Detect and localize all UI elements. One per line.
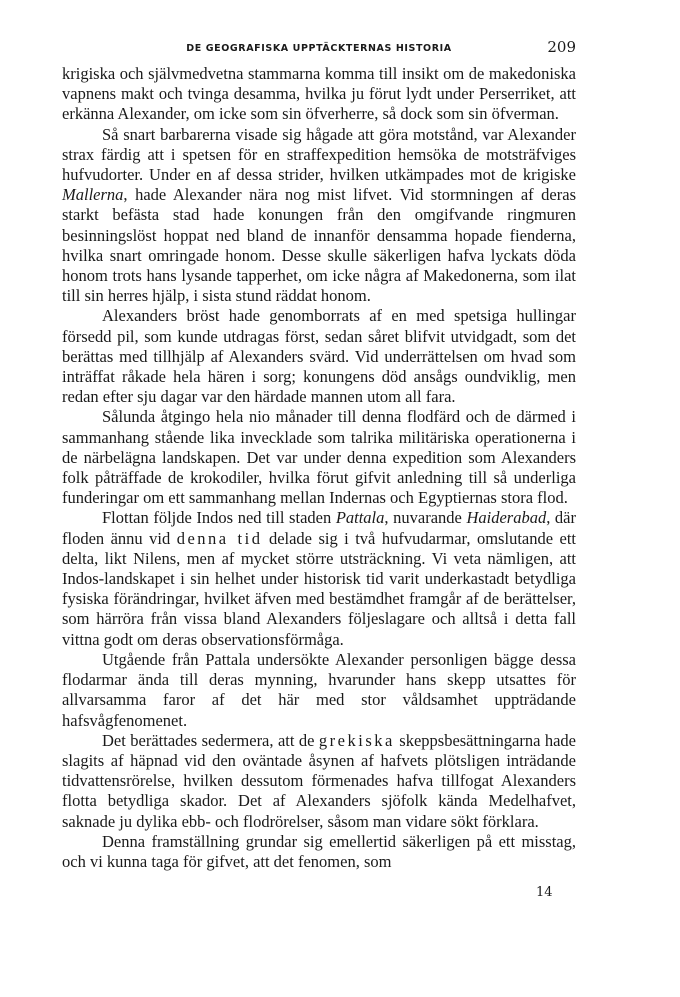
paragraph-final: Denna framställning grundar sig emellertid säkerligen på ett misstag, och vi kunna taga för gifvet, att det fenomen, som xyxy=(62,831,576,871)
paragraph-text: Det berättades sedermera, att de xyxy=(102,730,319,750)
spaced-denna-tid: denna tid xyxy=(176,528,263,548)
page-number: 209 xyxy=(547,38,576,56)
paragraph-wound: Alexanders bröst hade genomborrats af en med spetsiga hullingar försedd pil, som kunde utdragas först, sedan såret blifvit utvidgadt, som det berättas med tillhjälp af Alexanders svärd. Vid underrättelsen om hvad som inträffat råkade hela hären i sorg; konungens död ansågs oundviklig, men redan efter sju dagar var den härdade mannen utom all fara. xyxy=(62,306,576,407)
emphasis-haiderabad: Haiderabad xyxy=(466,508,547,528)
signature-mark: 14 xyxy=(536,885,553,900)
paragraph-river-voyage: Sålunda åtgingo hela nio månader till denna flodfärd och de därmed i sammanhang stående lika invecklade som talrika militäriska operationerna i de närbelägna landskapen. Det var under denna expedition som Alexanders folk påträffade de krokodiler, hvilka förut gifvit anledning till så underliga funderingar om ett sammanhang mellan Indernas och Egyptiernas stora flod. xyxy=(62,407,576,508)
paragraph-text: , där floden ännu vid xyxy=(62,508,576,548)
running-head xyxy=(62,38,576,64)
paragraph-text: Så snart barbarerna visade sig hågade att göra motstånd, var Alexander strax färdig att i spetsen för en straffexpedition hemsöka de motsträfviges hufvudorter. Under en af dessa strider, hvilken utkämpades mot de krigiske xyxy=(62,124,576,185)
paragraph-text: , nuvarande xyxy=(384,508,467,528)
paragraph-text: delade sig i två hufvudarmar, omslutande ett delta, likt Nilens, men af mycket större utsträckning. Vi veta nämligen, att Indos-landskapet i sin helhet under historisk tid varit underkastadt betydliga fysiska förändringar, hvilket äfven med bestämdhet framgår af de berättelser, som härröra från vissa bland Alexanders följeslagare och alltså i detta fall vittna godt om deras observationsförmåga. xyxy=(62,528,577,649)
body-text xyxy=(62,64,576,872)
paragraph-pattala xyxy=(62,508,576,649)
paragraph-text: skeppsbesättningarna hade slagits af häpnad vid den oväntade åsynen af hafvets plötsligen inträdande tidvattensrörelse, hvilken dessutom förmenades hafva tillfogat Alexanders flotta betydliga skador. Det af Alexanders sjöfolk kända Medelhafvet, saknade ju dylika ebb- och flodrörelser, såsom man vidare sökt förklara. xyxy=(62,730,576,831)
paragraph-tides xyxy=(62,731,576,832)
running-title: DE GEOGRAFISKA UPPTÄCKTERNAS HISTORIA xyxy=(186,43,452,54)
page xyxy=(62,38,576,872)
paragraph-text: Flottan följde Indos ned till staden xyxy=(102,508,336,528)
paragraph-text: , hade Alexander nära nog mist lifvet. Vid stormningen af deras starkt befästa stad hade konungen från den omgifvande ringmuren besinningslöst hoppat ned bland de innanför densamma hopade fienderna, hvilka snart omringade honom. Desse skulle säkerligen hafva lyckats döda honom trots hans lysande tapperhet, om icke några af Makedonerna, som ilat till sin herres hjälp, i sista stund räddat honom. xyxy=(62,185,576,306)
emphasis-pattala: Pattala xyxy=(335,508,385,528)
emphasis-mallerna: Mallerna xyxy=(62,185,124,205)
paragraph-continuation: krigiska och självmedvetna stammarna komma till insikt om de makedoniska vapnens makt och tvinga desamma, hvilka ju förut lydt under Perserriket, att erkänna Alexander, om icke som sin öfverherre, så dock som sin öfverman. xyxy=(62,64,576,124)
paragraph-barbarians xyxy=(62,125,576,307)
paragraph-river-mouths: Utgående från Pattala undersökte Alexander personligen bägge dessa flodarmar ända till deras mynning, hvarunder hans skepp utsattes för allvarsamma faror af det här med stor våldsamhet uppträdande hafsvågfenomenet. xyxy=(62,649,576,730)
spaced-grekiska: grekiska xyxy=(318,730,395,750)
